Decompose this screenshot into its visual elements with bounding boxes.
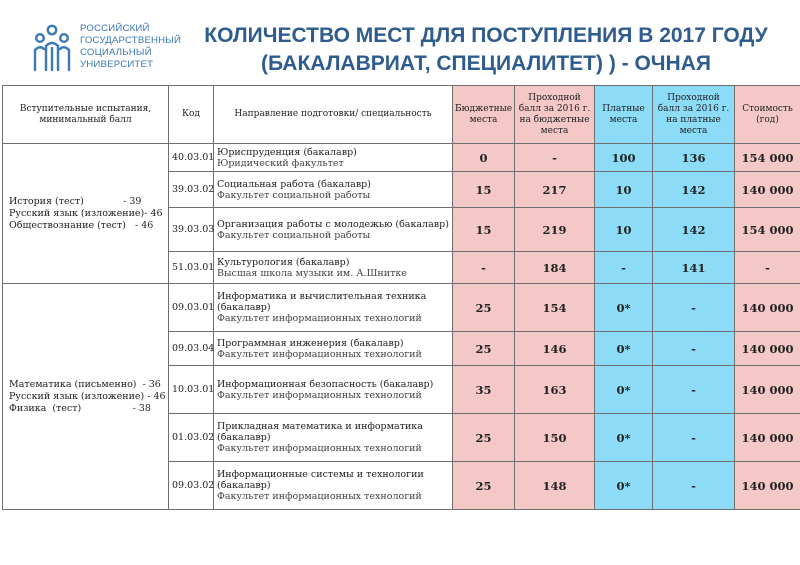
- direction-name: Информатика и вычислительная техника (бакалавр): [217, 291, 427, 313]
- code-cell: 09.03.02: [169, 462, 214, 510]
- header-exams: Вступительные испытания, минимальный балл: [3, 86, 169, 144]
- faculty-name: Факультет информационных технологий: [217, 443, 422, 454]
- cost-cell: 154 000: [735, 208, 800, 252]
- paid-score-cell: 142: [653, 172, 735, 208]
- header-code: Код: [169, 86, 214, 144]
- paid-score-cell: -: [653, 414, 735, 462]
- paid-score-cell: -: [653, 332, 735, 366]
- budget-score-cell: 219: [515, 208, 595, 252]
- budget-score-cell: 217: [515, 172, 595, 208]
- paid-score-cell: -: [653, 284, 735, 332]
- budget-score-cell: 184: [515, 252, 595, 284]
- cost-cell: 140 000: [735, 172, 800, 208]
- faculty-name: Юридический факультет: [217, 157, 344, 169]
- cost-cell: 140 000: [735, 462, 800, 510]
- header-budget: Бюджетные места: [453, 86, 515, 144]
- budget-cell: -: [453, 252, 515, 284]
- budget-cell: 25: [453, 332, 515, 366]
- direction-name: Информационная безопасность (бакалавр): [217, 378, 434, 390]
- exams-cell: История (тест) - 39 Русский язык (изложение)- 46 Обществознание (тест) - 46: [3, 144, 169, 284]
- faculty-name: Высшая школа музыки им. А.Шнитке: [217, 267, 407, 279]
- direction-cell: [214, 462, 453, 510]
- university-name-line: ГОСУДАРСТВЕННЫЙ: [80, 35, 182, 46]
- paid-cell: 10: [595, 172, 653, 208]
- budget-cell: 0: [453, 144, 515, 172]
- table-header-row: [3, 86, 800, 144]
- header-paid: Платные места: [595, 86, 653, 144]
- code-cell: 51.03.01: [169, 252, 214, 284]
- paid-cell: 10: [595, 208, 653, 252]
- direction-cell: [214, 208, 453, 252]
- paid-cell: 0*: [595, 462, 653, 510]
- cost-cell: 140 000: [735, 366, 800, 414]
- university-name-line: СОЦИАЛЬНЫЙ: [80, 47, 152, 58]
- code-cell: 40.03.01: [169, 144, 214, 172]
- faculty-name: Факультет социальной работы: [217, 229, 371, 241]
- table-row: [3, 144, 800, 172]
- page-title: [188, 22, 784, 78]
- direction-cell: [214, 332, 453, 366]
- budget-score-cell: 148: [515, 462, 595, 510]
- direction-cell: [214, 252, 453, 284]
- direction-cell: [214, 144, 453, 172]
- direction-name: Информационные системы и технологии (бакалавр): [217, 469, 424, 491]
- code-cell: 39.03.02: [169, 172, 214, 208]
- header-budget-score: Проходной балл за 2016 г. на бюджетные места: [515, 86, 595, 144]
- cost-cell: 154 000: [735, 144, 800, 172]
- direction-cell: [214, 284, 453, 332]
- budget-cell: 25: [453, 284, 515, 332]
- direction-name: Программная инженерия (бакалавр): [217, 337, 404, 349]
- budget-cell: 25: [453, 414, 515, 462]
- header: [0, 0, 800, 82]
- code-cell: 39.03.03: [169, 208, 214, 252]
- cost-cell: -: [735, 252, 800, 284]
- university-name-line: УНИВЕРСИТЕТ: [80, 59, 154, 70]
- paid-score-cell: 141: [653, 252, 735, 284]
- university-logo-icon: [32, 24, 72, 72]
- direction-cell: [214, 172, 453, 208]
- paid-score-cell: 142: [653, 208, 735, 252]
- paid-cell: -: [595, 252, 653, 284]
- budget-score-cell: 154: [515, 284, 595, 332]
- paid-score-cell: -: [653, 462, 735, 510]
- paid-score-cell: 136: [653, 144, 735, 172]
- budget-score-cell: -: [515, 144, 595, 172]
- budget-cell: 25: [453, 462, 515, 510]
- header-paid-score: Проходной балл за 2016 г. на платные места: [653, 86, 735, 144]
- faculty-name: Факультет информационных технологий: [217, 313, 422, 324]
- direction-name: Организация работы с молодежью (бакалавр): [217, 218, 449, 230]
- university-name-line: РОССИЙСКИЙ: [80, 23, 150, 34]
- direction-name: Прикладная математика и информатика (бакалавр): [217, 421, 423, 443]
- title-line-1: КОЛИЧЕСТВО МЕСТ ДЛЯ ПОСТУПЛЕНИЯ В 2017 ГОДУ: [204, 24, 768, 47]
- table-row: [3, 284, 800, 332]
- budget-score-cell: 150: [515, 414, 595, 462]
- direction-name: Социальная работа (бакалавр): [217, 178, 371, 190]
- university-name: [80, 23, 190, 71]
- paid-cell: 100: [595, 144, 653, 172]
- budget-cell: 15: [453, 172, 515, 208]
- direction-cell: [214, 366, 453, 414]
- faculty-name: Факультет социальной работы: [217, 189, 371, 201]
- admission-table: [2, 85, 800, 510]
- paid-cell: 0*: [595, 332, 653, 366]
- direction-name: Юриспруденция (бакалавр): [217, 146, 357, 158]
- code-cell: 10.03.01: [169, 366, 214, 414]
- paid-score-cell: -: [653, 366, 735, 414]
- budget-cell: 15: [453, 208, 515, 252]
- cost-cell: 140 000: [735, 332, 800, 366]
- paid-cell: 0*: [595, 366, 653, 414]
- faculty-name: Факультет информационных технологий: [217, 389, 422, 401]
- paid-cell: 0*: [595, 284, 653, 332]
- cost-cell: 140 000: [735, 414, 800, 462]
- faculty-name: Факультет информационных технологий: [217, 491, 422, 502]
- code-cell: 09.03.04: [169, 332, 214, 366]
- cost-cell: 140 000: [735, 284, 800, 332]
- header-direction: Направление подготовки/ специальность: [214, 86, 453, 144]
- title-line-2: (БАКАЛАВРИАТ, СПЕЦИАЛИТЕТ) ) - ОЧНАЯ: [261, 52, 711, 75]
- direction-cell: [214, 414, 453, 462]
- code-cell: 01.03.02: [169, 414, 214, 462]
- code-cell: 09.03.01: [169, 284, 214, 332]
- paid-cell: 0*: [595, 414, 653, 462]
- faculty-name: Факультет информационных технологий: [217, 348, 422, 360]
- budget-score-cell: 163: [515, 366, 595, 414]
- header-cost: Стоимость (год): [735, 86, 800, 144]
- exams-cell: Математика (письменно) - 36 Русский язык (изложение) - 46 Физика (тест) - 38: [3, 284, 169, 510]
- budget-cell: 35: [453, 366, 515, 414]
- direction-name: Культурология (бакалавр): [217, 256, 350, 268]
- budget-score-cell: 146: [515, 332, 595, 366]
- table-body: [3, 144, 800, 510]
